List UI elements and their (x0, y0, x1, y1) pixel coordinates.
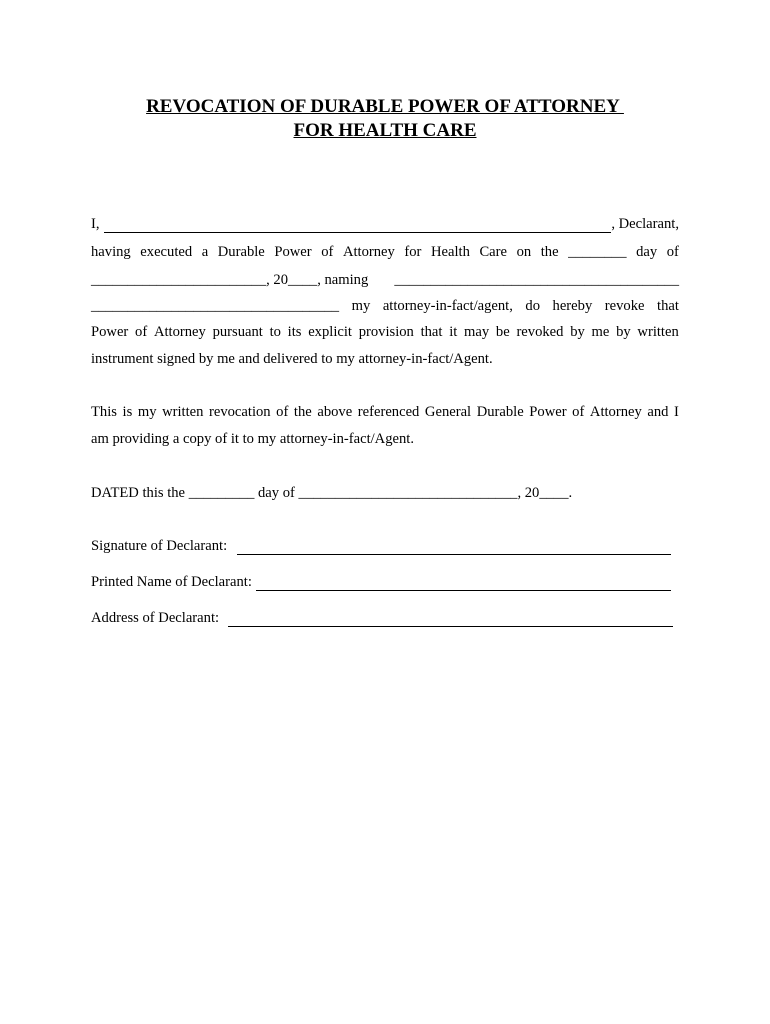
written-revocation-line-word: referenced (357, 404, 420, 420)
executed-date-line-word: Attorney (342, 244, 395, 260)
written-revocation-line-word: I (674, 404, 679, 420)
executed-date-line-word: on (516, 244, 532, 260)
written-revocation-line-word: my (137, 404, 157, 420)
agent-name-blank[interactable]: _______________________________________ (394, 272, 679, 288)
power-of-attorney-line (91, 323, 679, 341)
executed-date-line (91, 243, 679, 261)
declarant-suffix: , Declarant, (611, 216, 679, 232)
written-revocation-line-word: is (122, 404, 133, 420)
written-revocation-line-word: This (91, 404, 117, 420)
power-of-attorney-line-word: of (135, 324, 148, 340)
power-of-attorney-line-word: its (287, 324, 302, 340)
power-of-attorney-line-word: it (449, 324, 458, 340)
written-revocation-line-word: revocation (209, 404, 271, 420)
signature-row (91, 537, 671, 555)
power-of-attorney-line-word: may (464, 324, 490, 340)
naming-line (91, 271, 679, 289)
executed-date-line-word: Health (430, 244, 470, 260)
dated-line (91, 484, 679, 502)
printed-name-row (91, 573, 671, 591)
revoke-line-word: revoke (604, 298, 645, 314)
executed-date-line-word: Care (479, 244, 508, 260)
printed-name-label: Printed Name of Declarant: (91, 574, 252, 590)
executed-date-line-word: of (321, 244, 334, 260)
written-revocation-line-word: the (293, 404, 312, 420)
written-revocation-line-word: Power (529, 404, 567, 420)
executed-date-line-word: Power (274, 244, 312, 260)
power-of-attorney-line-word: by (570, 324, 585, 340)
written-revocation-line-word: and (647, 404, 669, 420)
revoke-line (91, 297, 679, 315)
executed-date-line-word: day (636, 244, 658, 260)
document-title-line-1: REVOCATION OF DURABLE POWER OF ATTORNEY (146, 96, 624, 117)
executed-date-line-word: Durable (217, 244, 265, 260)
power-of-attorney-line-word: pursuant (212, 324, 263, 340)
written-revocation-line-word: General (424, 404, 472, 420)
revoke-line-word: do (525, 298, 540, 314)
address-row (91, 609, 673, 627)
document-title-line-2: FOR HEALTH CARE (293, 120, 477, 141)
power-of-attorney-line-word: be (495, 324, 510, 340)
power-of-attorney-line-word: me (591, 324, 610, 340)
written-revocation-line (91, 403, 679, 421)
execution-date-text: ________________________, 20____, naming (91, 272, 369, 288)
power-of-attorney-line-word: by (616, 324, 631, 340)
written-revocation-line-word: Durable (476, 404, 524, 420)
declarant-name-blank[interactable] (104, 218, 612, 233)
written-revocation-line-word: above (317, 404, 353, 420)
instrument-text: instrument signed by me and delivered to my attorney-in-fact/Agent. (91, 351, 493, 367)
written-revocation-line-word: written (162, 404, 204, 420)
address-label: Address of Declarant: (91, 610, 220, 626)
written-revocation-line-word: Attorney (589, 404, 642, 420)
power-of-attorney-line-word: to (269, 324, 281, 340)
instrument-line (91, 350, 679, 368)
power-of-attorney-line-word: explicit (308, 324, 352, 340)
executed-date-line-word: ________ (568, 244, 627, 260)
executed-date-line-word: of (666, 244, 679, 260)
revoke-line-word: that (657, 298, 679, 314)
dated-text: DATED this the _________ day of ______________________________, 20____. (91, 485, 573, 501)
signature-field[interactable] (237, 540, 671, 555)
power-of-attorney-line-word: written (637, 324, 679, 340)
revoke-line-word: hereby (552, 298, 593, 314)
copy-provided-text: am providing a copy of it to my attorney-in-fact/Agent. (91, 431, 415, 447)
power-of-attorney-line-word: Attorney (153, 324, 206, 340)
executed-date-line-word: for (404, 244, 422, 260)
revoke-line-word: attorney-in-fact/agent, (382, 298, 513, 314)
executed-date-line-word: having (91, 244, 131, 260)
declarant-name-line (91, 215, 679, 233)
executed-date-line-word: a (201, 244, 209, 260)
printed-name-field[interactable] (256, 576, 671, 591)
copy-provided-line (91, 430, 679, 448)
power-of-attorney-line-word: that (420, 324, 443, 340)
written-revocation-line-word: of (276, 404, 289, 420)
power-of-attorney-line-word: provision (358, 324, 414, 340)
declarant-prefix: I, (91, 216, 100, 232)
executed-date-line-word: executed (140, 244, 193, 260)
written-revocation-line-word: of (572, 404, 585, 420)
signature-label: Signature of Declarant: (91, 538, 228, 554)
revoke-line-word: my (351, 298, 371, 314)
address-field[interactable] (228, 612, 673, 627)
power-of-attorney-line-word: Power (91, 324, 129, 340)
agent-name-blank-2[interactable]: __________________________________ (91, 298, 340, 314)
power-of-attorney-line-word: revoked (516, 324, 564, 340)
executed-date-line-word: the (540, 244, 559, 260)
